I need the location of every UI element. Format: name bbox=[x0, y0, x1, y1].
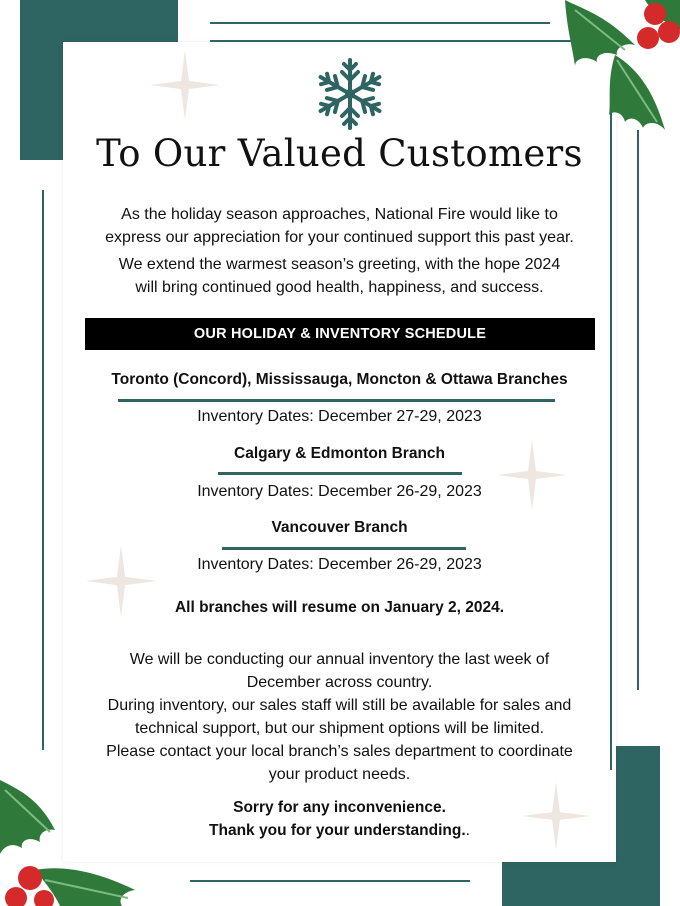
intro-line: We extend the warmest season’s greeting, with the hope 2024 bbox=[118, 256, 561, 273]
intro-paragraph bbox=[63, 203, 616, 249]
branch-name: Calgary & Edmonton Branch bbox=[234, 445, 445, 462]
intro-line: express our appreciation for your continued support this past year. bbox=[105, 229, 574, 246]
sparkle-icon bbox=[150, 50, 220, 120]
branch-name: Toronto (Concord), Mississauga, Moncton & Ottawa Branches bbox=[111, 371, 568, 388]
branch-name: Vancouver Branch bbox=[271, 519, 408, 536]
branch-dates: Inventory Dates: December 26-29, 2023 bbox=[197, 483, 482, 500]
frame-line-right bbox=[637, 130, 639, 690]
closing-line: Sorry for any inconvenience. bbox=[233, 799, 446, 816]
body-line: During inventory, our sales staff will still be available for sales and bbox=[107, 697, 572, 714]
body-line: technical support, but our shipment options will be limited. bbox=[134, 720, 545, 737]
frame-line-top bbox=[210, 22, 550, 24]
frame-line-bottom bbox=[190, 880, 470, 882]
branch-dates: Inventory Dates: December 26-29, 2023 bbox=[197, 556, 482, 573]
closing-thanks: Thank you for your understanding. bbox=[209, 822, 466, 839]
snowflake-icon bbox=[315, 56, 385, 132]
branch-underline bbox=[118, 399, 555, 402]
body-line: We will be conducting our annual inventory the last week of bbox=[129, 651, 550, 668]
intro-line: As the holiday season approaches, National Fire would like to bbox=[121, 206, 558, 223]
schedule-heading: OUR HOLIDAY & INVENTORY SCHEDULE bbox=[85, 318, 595, 350]
closing-period: . bbox=[465, 822, 470, 839]
frame-line-left bbox=[42, 190, 44, 750]
branch-underline bbox=[218, 472, 462, 475]
closing-line bbox=[63, 819, 616, 842]
body-line: December across country. bbox=[246, 674, 433, 691]
body-line: your product needs. bbox=[268, 766, 411, 783]
greeting-paragraph bbox=[63, 253, 616, 299]
intro-line: will bring continued good health, happiness, and success. bbox=[135, 279, 544, 296]
closing-message bbox=[63, 796, 616, 842]
resume-notice: All branches will resume on January 2, 2024. bbox=[174, 599, 505, 616]
branch-underline bbox=[222, 547, 466, 550]
inventory-notice bbox=[63, 648, 616, 786]
body-line: Please contact your local branch’s sales department to coordinate bbox=[106, 743, 573, 760]
page-title: To Our Valued Customers bbox=[96, 132, 583, 175]
branch-dates: Inventory Dates: December 27-29, 2023 bbox=[197, 408, 482, 425]
holly-icon bbox=[545, 0, 680, 135]
